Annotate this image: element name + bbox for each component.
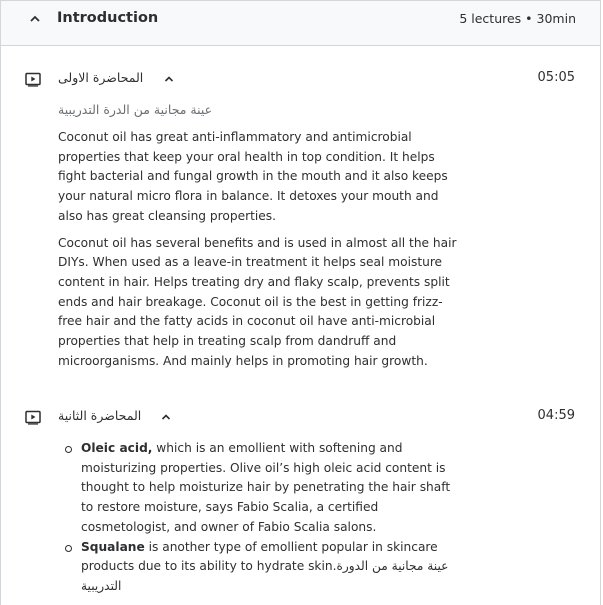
list-item bbox=[61, 538, 461, 597]
section-header[interactable] bbox=[1, 1, 600, 46]
list-item bbox=[61, 439, 461, 538]
bullet-arabic-text: عينة مجانية من الدورة التدريبية bbox=[81, 559, 449, 593]
lecture-duration: 05:05 bbox=[537, 70, 575, 85]
lecture-bullet-list bbox=[61, 439, 461, 597]
description-paragraph: Coconut oil has several benefits and is used in almost all the hair DIYs. When used as a leave-in treatment it helps seal moisture content in hair. Helps treating dry and flaky scalp, prevents split ends and hair breakage. Coconut oil is the best in getting frizz-free hair and the fatty acids in coconut oil have anti-microbial properties that help in treating scalp from dandruff and microorganisms. And mainly helps in promoting hair growth. bbox=[58, 235, 457, 368]
lecture-collapse-toggle[interactable] bbox=[155, 406, 177, 428]
lecture-title[interactable]: المحاضرة الثانية bbox=[58, 408, 142, 423]
bullet-icon bbox=[65, 545, 72, 552]
description-paragraph: Coconut oil has great anti-inflammatory and antimicrobial properties that keep your oral health in top condition. It helps fight bacterial and fungal growth in the mouth and it also keeps your natural micro flora in balance. It detoxes your mouth and also has great cleansing properties. bbox=[58, 130, 448, 223]
lecture-subtitle: عينة مجانية من الدرة التدريبية bbox=[58, 102, 213, 117]
video-icon bbox=[25, 71, 41, 87]
bullet-bold-term: Squalane bbox=[81, 539, 145, 554]
bullet-icon bbox=[65, 446, 72, 453]
section-title: Introduction bbox=[57, 10, 159, 26]
lecture-duration: 04:59 bbox=[537, 408, 575, 423]
video-icon bbox=[25, 409, 41, 425]
bullet-text: is another type of emollient popular in skincare products due to its ability to hydrate skin. bbox=[81, 539, 438, 574]
chevron-up-icon bbox=[160, 411, 172, 423]
bullet-bold-term: Oleic acid, bbox=[81, 441, 153, 455]
bullet-text: which is an emollient with softening and moisturizing properties. Olive oil’s high oleic acid content is thought to help moisturize hair by penetrating the hair shaft to restore moisture, says Fabio Scalia, a certified cosmetologist, and owner of Fabio Scalia salons. bbox=[81, 441, 451, 534]
chevron-up-icon bbox=[163, 73, 175, 85]
lecture-collapse-toggle[interactable] bbox=[158, 68, 180, 90]
lecture-row[interactable] bbox=[1, 69, 600, 93]
chevron-up-icon[interactable] bbox=[28, 12, 42, 26]
lecture-row[interactable] bbox=[1, 407, 600, 431]
lecture-title[interactable]: المحاضرة الاولى bbox=[58, 70, 144, 85]
section-meta: 5 lectures • 30min bbox=[459, 11, 576, 26]
lecture-description bbox=[58, 128, 458, 378]
